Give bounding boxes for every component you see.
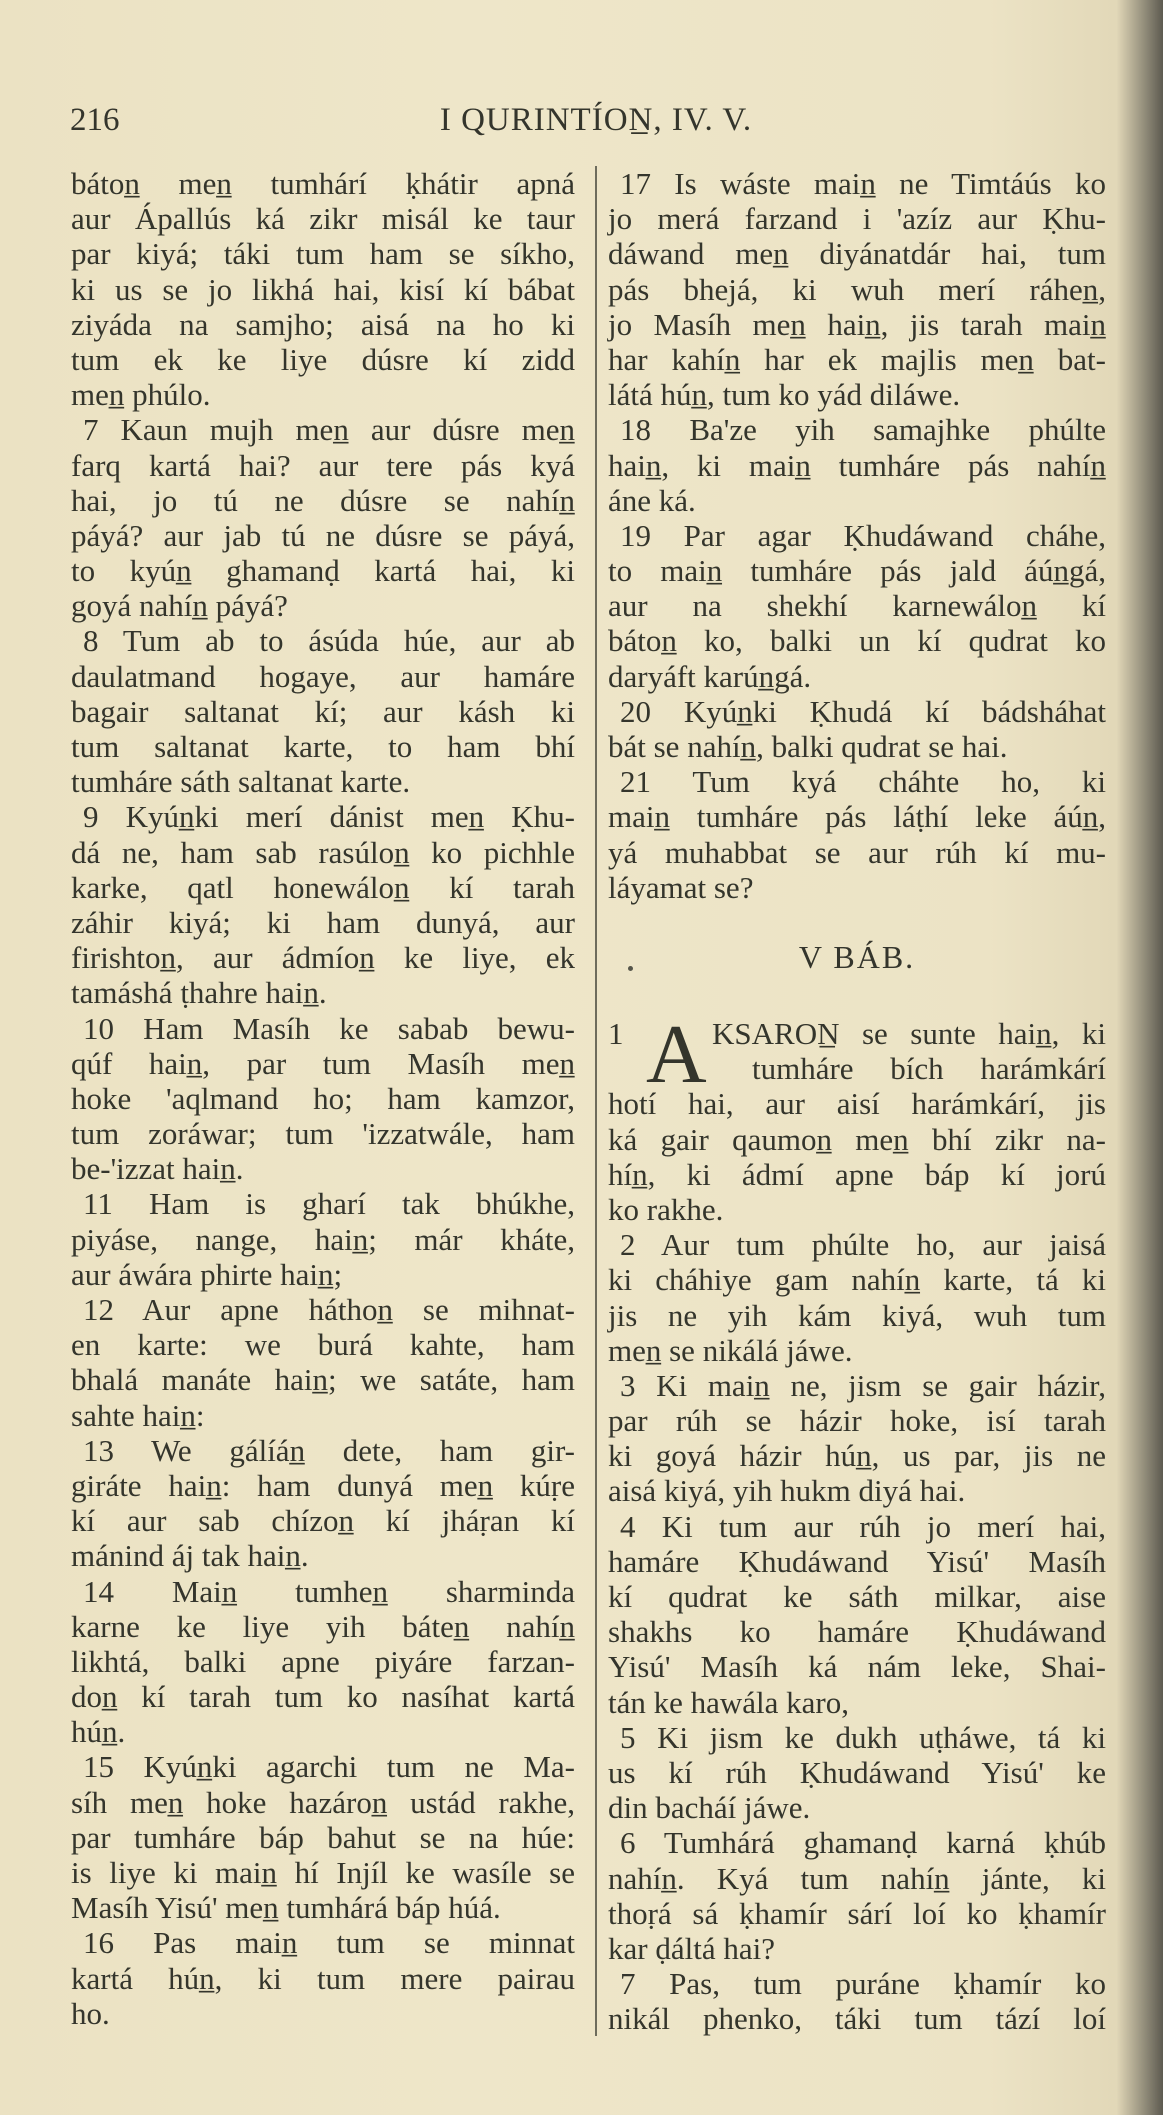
verse-paragraph [608,1227,1106,1368]
text-line: hai, jo tú ne dúsre se nahín̲ [71,482,575,518]
verse-paragraph [71,1574,575,1750]
verse-paragraph [71,1186,575,1292]
verse-paragraph [608,412,1106,518]
text-line: men̲ se nikálá jáwe. [608,1332,853,1368]
text-line: páyá? aur jab tú ne dúsre se páyá, [71,517,575,553]
text-line: síh men̲ hoke hazáron̲ ustád rakhe, [71,1784,575,1820]
text-line: daryáft karún̲gá. [608,658,812,694]
text-line: mánind áj tak hain̲. [71,1538,309,1574]
text-line: thoṛá sá ḳhamír sárí loí ko ḳhamír [608,1895,1106,1931]
text-line: main̲ tumháre pás láṭhí leke áún̲, [608,799,1106,835]
text-line: Yisú' Masíh ká nám leke, Shai- [608,1649,1106,1685]
text-line: kí qudrat ke sáth milkar, aise [608,1579,1106,1615]
text-line: 4 Ki tum aur rúh jo merí hai, [620,1508,1106,1544]
verse-paragraph [71,1011,575,1187]
text-line: ziyáda na samjho; aisá na ho ki [71,306,575,342]
verse-paragraph [608,1086,1106,1227]
text-line: goyá nahín̲ páyá? [71,588,288,624]
text-line: tán ke hawála karo, [608,1684,849,1720]
text-line: tum zoráwar; tum 'izzatwále, ham [71,1116,575,1152]
text-line: qúf hain̲, par tum Masíh men̲ [71,1045,575,1081]
text-line: ki goyá házir hún̲, us par, jis ne [608,1438,1106,1474]
text-line: piyáse, nange, hain̲; már kháte, [71,1221,575,1257]
text-line: 21 Tum kyá cháhte ho, ki [620,764,1106,800]
text-line: en karte: we burá kahte, ham [71,1327,575,1363]
text-line: karne ke liye yih báten̲ nahín̲ [71,1608,575,1644]
column-divider [595,166,597,2036]
text-line: bhalá manáte hain̲; we satáte, ham [71,1362,575,1398]
left-column [71,166,575,2031]
text-line: dáwand men̲ diyánatdár hai, tum [608,236,1106,272]
text-line: hín̲, ki ádmí apne báp kí jorú [608,1156,1106,1192]
text-line: us kí rúh Ḳhudáwand Yisú' ke [608,1754,1106,1790]
verse-paragraph [608,1720,1106,1826]
text-line: 13 We gálíán̲ dete, ham gir- [83,1432,575,1468]
verse-paragraph [71,1749,575,1925]
text-line: 16 Pas main̲ tum se minnat [83,1925,575,1961]
text-line: ko rakhe. [608,1191,724,1227]
verse-paragraph [608,1825,1106,1966]
verse-paragraph [608,166,1106,412]
text-line: ho. [71,1995,110,2031]
verse-paragraph [608,764,1106,905]
text-line: 10 Ham Masíh ke sabab bewu- [83,1010,575,1046]
text-line: karke, qatl honewálon̲ kí tarah [71,869,575,905]
text-line: látá hún̲, tum ko yád diláwe. [608,377,961,413]
text-line: 8 Tum ab to ásúda húe, aur ab [83,623,575,659]
verse-paragraph [71,799,575,1010]
text-line: bagair saltanat kí; aur kásh ki [71,693,575,729]
verse-paragraph [71,166,575,412]
verse-paragraph [71,1433,575,1574]
verse-paragraph [608,518,1106,694]
verse-paragraph [71,1292,575,1433]
verse-number: 1 [608,1016,624,1051]
verse-paragraph [608,1509,1106,1720]
verse-paragraph [71,412,575,623]
text-line: tamáshá ṭhahre hain̲. [71,975,327,1011]
text-line: hoke 'aqlmand ho; ham kamzor, [71,1080,575,1116]
text-line: záhir kiyá; ki ham dunyá, aur [71,904,575,940]
text-line: ki us se jo likhá hai, kisí kí bábat [71,271,575,307]
text-line: men̲ phúlo. [71,377,211,413]
verse-paragraph [71,623,575,799]
text-line: bát se nahín̲, balki qudrat se hai. [608,729,1008,764]
text-line: 14 Main̲ tumhen̲ sharminda [83,1573,575,1609]
text-line: shakhs ko hamáre Ḳhudáwand [608,1614,1106,1650]
verse-paragraph [71,1925,575,2031]
text-line: KSARON̲ se sunte hain̲, ki [712,1016,1106,1051]
text-line: likhtá, balki apne piyáre farzan- [71,1643,575,1679]
text-line: áne ká. [608,482,696,518]
text-line: 11 Ham is gharí tak bhúkhe, [83,1186,575,1222]
text-line: be-'izzat hain̲. [71,1151,244,1187]
text-line: Masíh Yisú' men̲ tumhárá báp húá. [71,1890,501,1926]
text-line: kar ḍáltá hai? [608,1930,775,1966]
page-number: 216 [70,102,120,138]
text-line: to kyún̲ ghamanḍ kartá hai, ki [71,553,575,589]
text-line: kartá hún̲, ki tum mere pairau [71,1960,575,1996]
text-line: ki cháhiye gam nahín̲ karte, tá ki [608,1262,1106,1298]
text-line: 20 Kyún̲ki Ḳhudá kí bádsháhat [620,693,1106,729]
text-line: yá muhabbat se aur rúh kí mu- [608,834,1106,870]
drop-cap: A [646,1008,707,1101]
text-line: to main̲ tumháre pás jald áún̲gá, [608,553,1106,589]
text-line: hún̲. [71,1714,126,1750]
text-line: hamáre Ḳhudáwand Yisú' Masíh [608,1543,1106,1579]
text-line: kí aur sab chízon̲ kí jháṛan kí [71,1503,575,1539]
text-line: 18 Ba'ze yih samajhke phúlte [620,412,1106,448]
text-line: jo merá farzand i 'azíz aur Ḳhu- [608,201,1106,237]
text-line: par rúh se házir hoke, isí tarah [608,1403,1106,1439]
text-line: nikál phenko, táki tum tází loí [608,2001,1106,2037]
text-line: láyamat se? [608,869,754,905]
text-line: 12 Aur apne háthon̲ se mihnat- [83,1292,575,1327]
text-line: tum ek ke liye dúsre kí zidd [71,341,575,377]
text-line: 17 Is wáste main̲ ne Timtáús ko [620,166,1106,201]
text-line: jo Masíh men̲ hain̲, jis tarah main̲ [608,306,1106,342]
text-line: aur na shekhí karnewálon̲ kí [608,588,1106,624]
text-line: tum saltanat karte, to ham bhí [71,729,575,764]
running-title: I QURINTÍON̲, IV. V. [439,102,753,138]
text-line: jis ne yih kám kiyá, wuh tum [608,1297,1106,1333]
text-line: daulatmand hogaye, aur hamáre [71,658,575,694]
text-line: farq kartá hai? aur tere pás kyá [71,447,575,483]
text-line: 9 Kyún̲ki merí dánist men̲ Ḳhu- [83,799,575,835]
right-column-top [608,166,1106,905]
text-line: firishton̲, aur ádmíon̲ ke liye, ek [71,940,575,976]
text-line: pás bhejá, ki wuh merí ráhen̲, [608,271,1106,307]
text-line: 5 Ki jism ke dukh uṭháwe, tá ki [620,1719,1106,1755]
text-line: aisá kiyá, yih hukm diyá hai. [608,1473,966,1509]
text-line: 3 Ki main̲ ne, jism se gair házir, [620,1367,1106,1403]
text-line: 7 Pas, tum puráne ḳhamír ko [620,1966,1106,2002]
text-line: sahte hain̲: [71,1397,205,1433]
text-line: nahín̲. Kyá tum nahín̲ jánte, ki [608,1860,1106,1896]
text-line: báton̲ men̲ tumhárí ḳhátir apná [71,166,575,201]
text-line: báton̲ ko, balki un kí qudrat ko [608,623,1106,659]
text-line: 15 Kyún̲ki agarchi tum ne Ma- [83,1749,575,1785]
text-line: 7 Kaun mujh men̲ aur dúsre men̲ [83,412,575,448]
right-column-bottom [608,1086,1106,2036]
text-line: 6 Tumhárá ghamanḍ karná ḳhúb [620,1825,1106,1861]
text-line: har kahín̲ har ek majlis men̲ bat- [608,341,1106,377]
text-line: 19 Par agar Ḳhudáwand cháhe, [620,517,1106,553]
text-line: par tumháre báp bahut se na húe: [71,1819,575,1855]
text-line: tumháre bích harámkárí [752,1051,1106,1087]
text-line: is liye ki main̲ hí Injíl ke wasíle se [71,1855,575,1890]
text-line: hotí hai, aur aisí harámkárí, jis [608,1086,1106,1122]
text-line: dá ne, ham sab rasúlon̲ ko pichhle [71,834,575,870]
text-line: par kiyá; táki tum ham se síkho, [71,236,575,272]
text-line: ká gair qaumon̲ men̲ bhí zikr na- [608,1121,1106,1157]
text-line: don̲ kí tarah tum ko nasíhat kartá [71,1679,575,1715]
text-line: aur Ápallús ká zikr misál ke taur [71,201,575,237]
chapter-heading: V BÁB. [798,939,916,975]
verse-paragraph [608,1368,1106,1509]
text-line: giráte hain̲: ham dunyá men̲ kúṛe [71,1467,575,1503]
text-line: hain̲, ki main̲ tumháre pás nahín̲ [608,447,1106,483]
text-line: din bacháí jáwe. [608,1790,811,1826]
text-line: tumháre sáth saltanat karte. [71,764,411,800]
verse-paragraph [608,1966,1106,2036]
verse-paragraph [608,694,1106,764]
text-line: 2 Aur tum phúlte ho, aur jaisá [620,1227,1106,1263]
text-line: aur áwára phirte hain̲; [71,1256,343,1292]
